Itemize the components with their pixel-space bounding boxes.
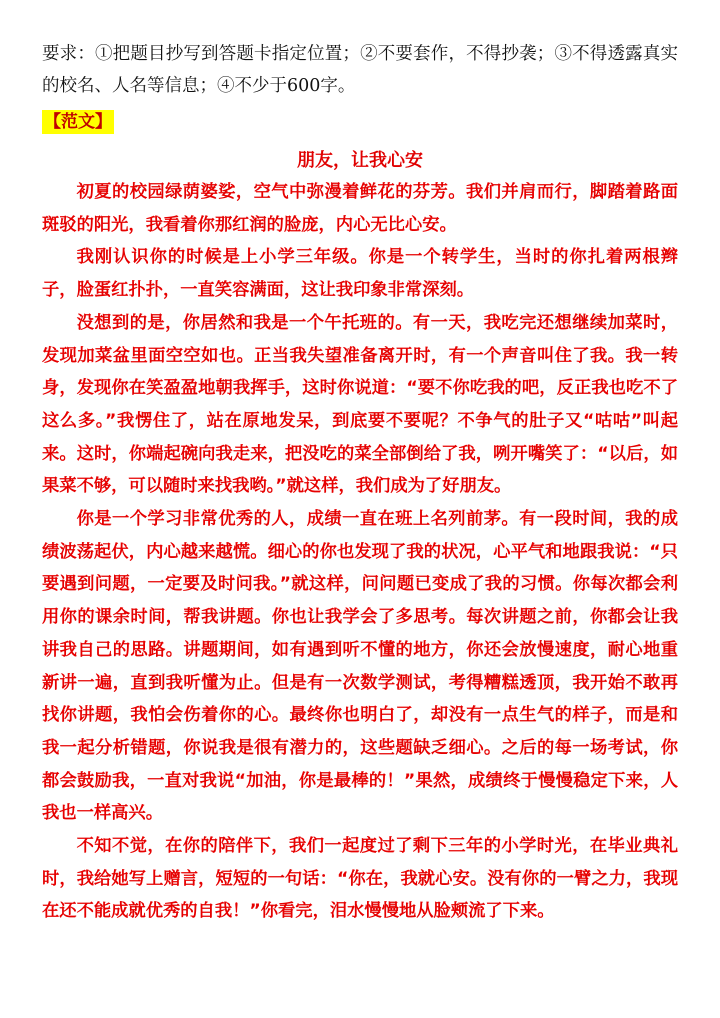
essay-paragraph: 初夏的校园绿荫婆娑，空气中弥漫着鲜花的芬芳。我们并肩而行，脚踏着路面斑驳的阳光，我看着你那红润的脸庞，内心无比心安。 — [42, 182, 678, 235]
document-page — [42, 38, 678, 928]
essay-title: 朋友，让我心安 — [297, 150, 423, 171]
essay-body — [42, 176, 678, 928]
model-essay-label: 【范文】 — [44, 112, 112, 132]
essay-paragraph: 你是一个学习非常优秀的人，成绩一直在班上名列前茅。有一段时间，我的成绩波荡起伏，内心越来越慌。细心的你也发现了我的状况，心平气和地跟我说：“只要遇到问题，一定要及时问我。”就这样，问问题已变成了我的习惯。你每次都会利用你的课余时间，帮我讲题。你也让我学会了多思考。每次讲题之前，你都会让我讲我自己的思路。讲题期间，如有遇到听不懂的地方，你还会放慢速度，耐心地重新讲一遍，直到我听懂为止。但是有一次数学测试，考得糟糕透顶，我开始不敢再找你讲题，我怕会伤着你的心。最终你也明白了，却没有一点生气的样子，而是和我一起分析错题，你说我是很有潜力的，这些题缺乏细心。之后的每一场考试，你都会鼓励我，一直对我说“加油，你是最棒的！”果然，成绩终于慢慢稳定下来，人我也一样高兴。 — [42, 509, 678, 824]
essay-paragraph: 不知不觉，在你的陪伴下，我们一起度过了剩下三年的小学时光，在毕业典礼时，我给她写上赠言，短短的一句话：“你在，我就心安。没有你的一臂之力，我现在还不能成就优秀的自我！”你看完，泪水慢慢地从脸颊流了下来。 — [42, 836, 678, 922]
model-label-line — [42, 110, 678, 140]
requirements-text: 要求：①把题目抄写到答题卡指定位置；②不要套作，不得抄袭；③不得透露真实的校名、人名等信息；④不少于600字。 — [42, 44, 678, 96]
essay-paragraph: 我刚认识你的时候是上小学三年级。你是一个转学生，当时的你扎着两根辫子，脸蛋红扑扑，一直笑容满面，这让我印象非常深刻。 — [42, 247, 678, 301]
essay-paragraph: 没想到的是，你居然和我是一个午托班的。有一天，我吃完还想继续加菜时，发现加菜盆里面空空如也。正当我失望准备离开时，有一个声音叫住了我。我一转身，发现你在笑盈盈地朝我挥手，这时你说道：“要不你吃我的吧，反正我也吃不了这么多。”我愣住了，站在原地发呆，到底要不要呢？不争气的肚子又“咕咕”叫起来。这时，你端起碗向我走来，把没吃的菜全部倒给了我，咧开嘴笑了：“以后，如果菜不够，可以随时来找我哟。”就这样，我们成为了好朋友。 — [42, 312, 678, 497]
